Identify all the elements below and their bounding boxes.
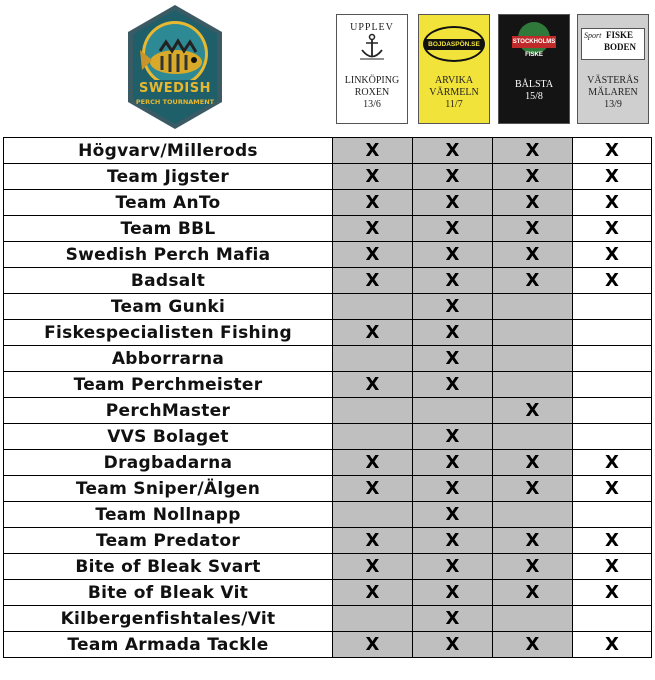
participation-cell [333,606,413,632]
participation-cell [573,320,652,346]
participation-cell: X [573,190,652,216]
event-area: VÄRMELN [429,87,479,98]
participation-cell: X [333,216,413,242]
event-place: LINKÖPING [344,75,400,86]
participation-cell [493,346,573,372]
participation-cell [493,320,573,346]
participation-cell [573,346,652,372]
table-row [4,502,652,528]
participation-cell: X [573,138,652,164]
team-name-cell: Fiskespecialisten Fishing [4,320,333,346]
table-row [4,320,652,346]
table-row [4,242,652,268]
participation-cell: X [493,632,573,658]
participation-cell [493,424,573,450]
event-date: 11/7 [445,99,463,110]
participation-cell: X [413,502,493,528]
team-name-cell: Team BBL [4,216,333,242]
team-name-cell: Swedish Perch Mafia [4,242,333,268]
participation-cell: X [573,528,652,554]
team-name-cell: VVS Bolaget [4,424,333,450]
participation-cell [573,294,652,320]
participation-cell: X [573,476,652,502]
participation-cell: X [573,632,652,658]
team-name-cell: Dragbadarna [4,450,333,476]
fiske-logo-text: FISKE [525,52,543,58]
team-name-cell: Team Predator [4,528,333,554]
participation-cell: X [493,216,573,242]
participation-cell: X [493,268,573,294]
event-area: MÄLAREN [588,87,638,98]
team-name-cell: Bite of Bleak Vit [4,580,333,606]
team-name-cell: Team Perchmeister [4,372,333,398]
team-name-cell: PerchMaster [4,398,333,424]
stockholms-logo-text: STOCKHOLMS [512,36,556,48]
table-row [4,346,652,372]
team-name-cell: Team Nollnapp [4,502,333,528]
stockholms-fiske-logo [499,15,569,73]
sportfiskeboden-logo [578,15,648,73]
event-area: ROXEN [354,87,390,98]
participation-cell: X [413,294,493,320]
participation-cell [493,606,573,632]
team-name-cell: Team Jigster [4,164,333,190]
tournament-logo [126,4,224,130]
logo-subtitle: PERCH TOURNAMENT [135,98,215,106]
participation-cell: X [573,580,652,606]
participation-cell: X [493,190,573,216]
team-name-cell: Bite of Bleak Svart [4,554,333,580]
participation-cell [573,606,652,632]
event-card-linkoping [336,14,408,124]
participation-cell: X [333,528,413,554]
participation-cell: X [573,164,652,190]
participation-cell: X [333,320,413,346]
participation-cell [493,502,573,528]
table-row [4,528,652,554]
participation-cell: X [333,372,413,398]
anchor-icon [359,33,385,61]
team-name-cell: Högvarv/Millerods [4,138,333,164]
participation-cell [333,346,413,372]
participation-cell: X [493,476,573,502]
participation-cell: X [493,242,573,268]
participation-cell: X [333,450,413,476]
participation-cell: X [413,138,493,164]
participation-cell [573,502,652,528]
participation-cell: X [413,216,493,242]
participation-cell: X [493,580,573,606]
participation-cell: X [333,554,413,580]
participation-cell: X [413,242,493,268]
participation-cell: X [573,242,652,268]
participation-cell: X [413,372,493,398]
participation-cell: X [573,268,652,294]
team-name-cell: Badsalt [4,268,333,294]
team-name-cell: Team Sniper/Älgen [4,476,333,502]
participation-cell: X [493,138,573,164]
participation-cell: X [493,164,573,190]
event-date: 13/9 [604,99,622,110]
participation-cell [333,502,413,528]
participation-cell: X [333,476,413,502]
participation-cell [333,398,413,424]
participation-cell: X [413,580,493,606]
participation-cell: X [413,450,493,476]
participation-cell [493,294,573,320]
participation-cell: X [413,424,493,450]
participation-cell [573,398,652,424]
table-row [4,294,652,320]
upplev-logo [337,15,407,73]
participation-cell: X [413,528,493,554]
table-row [4,606,652,632]
participation-cell: X [413,476,493,502]
fiske-logo-text: FISKE [606,30,634,40]
team-name-cell: Team Armada Tackle [4,632,333,658]
participation-cell: X [493,398,573,424]
perch-logo-icon [126,4,224,130]
participation-cell: X [413,606,493,632]
participation-cell [333,294,413,320]
table-row [4,554,652,580]
table-row [4,450,652,476]
participation-cell: X [413,632,493,658]
boden-logo-text: BODEN [604,42,637,52]
table-row [4,268,652,294]
event-card-vasteras [577,14,649,124]
table-row [4,632,652,658]
participation-cell: X [573,216,652,242]
table-row [4,372,652,398]
event-card-balsta [498,14,570,124]
logo-title: SWEDISH [139,81,211,96]
participation-cell: X [413,190,493,216]
participation-cell: X [333,268,413,294]
participation-cell: X [333,164,413,190]
table-row [4,398,652,424]
participation-cell [333,424,413,450]
participation-cell [413,398,493,424]
participation-cell: X [333,632,413,658]
table-row [4,190,652,216]
table-row [4,424,652,450]
table-row [4,476,652,502]
team-name-cell: Team AnTo [4,190,333,216]
participation-cell: X [413,320,493,346]
table-row [4,138,652,164]
participation-cell: X [413,268,493,294]
event-date: 13/6 [363,99,381,110]
event-place: BÅLSTA [514,79,554,90]
participation-table-body [4,138,652,658]
team-name-cell: Abborrarna [4,346,333,372]
participation-cell: X [573,450,652,476]
participation-cell [573,372,652,398]
table-row [4,164,652,190]
participation-cell: X [333,242,413,268]
participation-cell: X [573,554,652,580]
table-row [4,580,652,606]
event-card-arvika [418,14,490,124]
event-place: ARVIKA [434,75,474,86]
participation-cell: X [493,528,573,554]
participation-cell: X [493,554,573,580]
team-name-cell: Team Gunki [4,294,333,320]
upplev-logo-text: UPPLEV [350,22,394,33]
participation-table [3,137,652,658]
table-row [4,216,652,242]
participation-cell [573,424,652,450]
participation-cell: X [413,554,493,580]
participation-cell: X [333,138,413,164]
bojdaspon-logo [419,15,489,73]
participation-cell: X [333,190,413,216]
participation-cell [493,372,573,398]
participation-cell: X [413,346,493,372]
sport-logo-text: Sport [584,31,602,40]
participation-cell: X [413,164,493,190]
participation-cell: X [493,450,573,476]
event-date: 15/8 [525,91,543,102]
participation-cell: X [333,580,413,606]
event-place: VÄSTERÅS [587,75,639,86]
team-name-cell: Kilbergenfishtales/Vit [4,606,333,632]
bojdaspon-logo-text: BOJDASPÖN.SE [425,39,483,50]
